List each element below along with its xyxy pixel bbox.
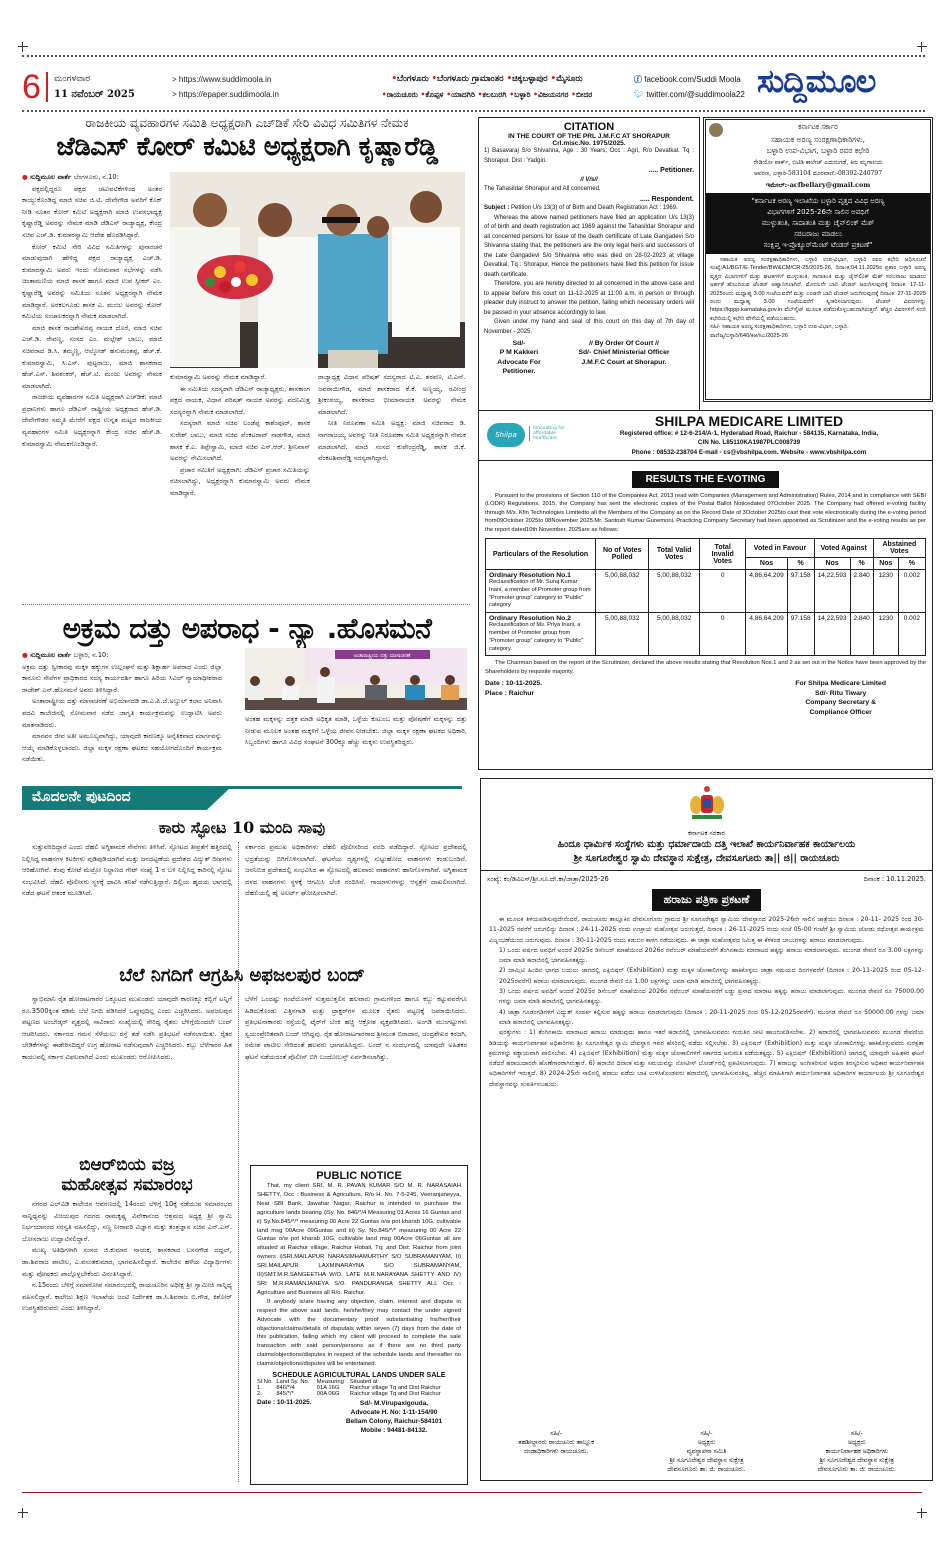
schedule-table: [257, 1379, 461, 1397]
byline: ● ಸುದ್ದಿಮೂಲ ವಾರ್ತೆ ಬಳ್ಳಾರಿ, ನ.10:: [22, 651, 109, 659]
col-header: Total Invalid Votes: [699, 539, 745, 570]
company-address: Registered office: # 12-6-214/A-1, Hyderabad Road, Raichur - 584135, Karnataka, India,: [619, 430, 879, 437]
paragraph: Therefore, you are hereby directed to all concerned in the above case and to appear before this court on 11-12-2025 at 11:00 a.m. in person or through pleader duly instruct to answer the petition, failing which necessary orders will be passed in your absence accordingly to law.: [484, 281, 694, 316]
paragraph: ನ.15ರಂದು ಬೆಳಿಗ್ಗೆ ಸಮಾರೋಪ ಸಮಾರಂಭದಲ್ಲಿ ರಾಯಚೂರಿನ ಅಧೀಕ್ಷ ಶ್ರೀ ಸ್ವಾಮೀಜಿ ಸಾನ್ನಿಧ್ಯ ವಹಿಸಲಿದ್ದಾರೆ. ಕಾಲೇಜು ಶಿಕ್ಷಣ ಇಲಾಖೆಯ ಜಂಟಿ ನಿರ್ದೇಶಕ ಡಾ.ಸಿ.ಶಿವರಾಜ ಬಿ.ಗೌಡ, ಕಿಶೋರ್ ಉಪಸ್ಥಿತರಿರುವರು ಎಂದು ತಿಳಿಸಿದ್ದಾರೆ.: [22, 1281, 232, 1313]
signatory: ಸಹಿ/- ತಹಶೀಲ್ದಾರರು ರಾಯಚೂರು ತಾಲ್ಲೂಕ ದಂಡಾಧಿಕಾರಿಗಳು ರಾಯಚೂರು.: [518, 1430, 594, 1455]
case-number: Crl.misc.No. 1975/2025.: [552, 140, 626, 147]
table-row: Ordinary Resolution No.2 Reclassification of Ms. Priya Inani, a member of Promoter group from "Promoter group" category to "Public" category. 5,00,88,032 5,00,88,032 0 4,86,64,209 97.158 14,22,593 2.840 1230 0.002: [486, 613, 926, 656]
paragraph: ಮುಖ್ಯ ಅತಿಥಿಗಳಾಗಿ ಸಂಸದ ಜಿ.ಕುಮಾರ ನಾಯಕ, ಶಾಸಕರಾದ ಬಸನಗೌಡ ದದ್ದಲ್, ಡಾ.ಶಿವರಾಜ ಪಾಟೀಲ, ಎ.ವಸಂತಕುಮಾರ, ಭಾಗವಹಿಸಲಿದ್ದಾರೆ. ಕಾಲೇಜಿನ ಹಳೆಯ ವಿದ್ಯಾರ್ಥಿಗಳು ಮತ್ತು ಪೋಷಕರು ಪಾಲ್ಗೊಳ್ಳಬೇಕೆಂದು ವಿನಂತಿಸಿದ್ದಾರೆ.: [22, 1246, 232, 1278]
paragraph: ಸದಸ್ಯರಾಗಿ ಮಾಜಿ ಸಚಿವ ಬಂಡೆಪ್ಪ ಕಾಶೆಂಪೂರ್, ಶಾಸಕ ಸುರೇಶ್ ಬಾಬು, ಮಾಜಿ ಸಚಿವ ವೆಂಕಟರಾವ್ ನಾಡಗೌಡ, ಮಾಜಿ ಶಾಸಕ ಕೆ.ಎ. ತಿಪ್ಪೇಸ್ವಾಮಿ, ಮಾಜಿ ಸಚಿವ ಎಸ್.ಆರ್. ಶ್ರೀನಿವಾಸ್ ಅವರನ್ನು ನೇಮಿಸಲಾಗಿದೆ.: [170, 419, 310, 463]
crop-mark: [917, 1508, 927, 1518]
story-column: [22, 650, 222, 766]
results-title: RESULTS THE E-VOTING: [632, 471, 780, 488]
paragraph: ಸ್ವಾಭಿಮಾನಿ ರೈತ ಹೋರಾಟಗಾರರ ಒಕ್ಕೂಟದ ಮುಖಂಡರು ಯಾವುದೇ ಕಾರಣಕ್ಕೂ ಕಬ್ಬಿಗೆ ಟನ್ನಿಗೆ ರೂ.3500ಕ್ಕಿಂತ ಕಡಿಮೆ ಬೆಲೆ ನಿಗದಿ ಪಡಿಸಿದರೆ ಒಪ್ಪುವುದಿಲ್ಲ ಎಂದು ಎಚ್ಚರಿಸಿದರು. ಅಫಜಲಪುರ ಪಟ್ಟಣದ ಅಂಬೇಡ್ಕರ್ ವೃತ್ತದಲ್ಲಿ ಸಾವಿರಾರು ಸಂಖ್ಯೆಯಲ್ಲಿ ಸೇರಿದ್ದ ರೈತರು ಬೆಳಿಗ್ಗೆಯಿಂದಲೇ ಬಂದ್ ಆಚರಿಸಿದರು. ಸರ್ಕಾರದ ಗಮನ ಸೆಳೆಯಲು ರಸ್ತೆ ತಡೆ ನಡೆಸಿ ಪ್ರತಿಭಟನೆ ನಡೆಸಲಾಯಿತು. ರೈತರ ಬೇಡಿಕೆಗಳನ್ನು ಈಡೇರಿಸದಿದ್ದರೆ ಉಗ್ರ ಹೋರಾಟ ನಡೆಸುವುದಾಗಿ ಎಚ್ಚರಿಸಿದರು. ಕಬ್ಬು ಬೆಳೆಗಾರರ ಹಿತ ಕಾಯುವಲ್ಲಿ ಸರ್ಕಾರ ವಿಫಲವಾಗಿದೆ ಎಂದು ಮುಖಂಡರು ಆರೋಪಿಸಿದರು.: [22, 995, 232, 1061]
col-header: No of Votes Polled: [596, 539, 649, 570]
karnataka-emblem-icon: [709, 123, 723, 137]
col-header: Land Sy. No.: [276, 1379, 310, 1386]
company-cin: CIN No. L85110KA1987PLC008739: [697, 439, 801, 446]
forest-tender-notice-ad: ಕರ್ನಾಟಕ ಸರ್ಕಾರ ಸಹಾಯಕ ಅರಣ್ಯ ಸಂರಕ್ಷಣಾಧಿಕಾರಿಗಳು, ಬಳ್ಳಾರಿ ಉಪ-ವಿಭಾಗ, ಬಳ್ಳಾರಿ ರವರ ಕಛೇರಿ ರೇಡಿಯೋ ಪಾರ್ಕ್, ಬಿಟಿಡಿ ಕಾಲೇಜ್ ಎದುರುಗಡೆ, ಕಿರು ಮೃಗಾಲಯ ಆವರಣ, ಬಳ್ಳಾರಿ-583104 ದೂರವಾಣಿ:-08392-240797 ಇಮೇಲ್:-acfbellary@gmail.com "ಕರ್ನಾಟಕ ಅರಣ್ಯ ಇಲಾಖೆಯ ಬಳ್ಳಾರಿ ವೃತ್ತದ ವಿವಿಧ ಅರಣ್ಯ ವಿಭಾಗಗಳಿಗೆ 2025-26ನೇ ಸಾಲಿನ ಅವಧಿಗೆ ಮುಳ್ಳುತಂತಿ, ಸಾದಾತಂತಿ ಮತ್ತು ಚೈನ್‌ಲಿಂಕ್ ಮೆಶ್ ಸರಬರಾಜು ಮಾಡಲು ಸಂಕ್ಷಿಪ್ತ ಇ-ಪ್ರೊಕ್ಯೂರ್‌ಮೆಂಟ್ ಟೆಂಡರ್ ಪ್ರಕಟಣೆ" ಸಹಾಯಕ ಅರಣ್ಯ ಸಂರಕ್ಷಣಾಧಿಕಾರಿಗಳು, ಬಳ್ಳಾರಿ ಉಪ-ವಿಭಾಗ, ಬಳ್ಳಾರಿ ರವರ ಕಛೇರಿ ಅಧಿಸೂಚನೆ ಸಂಖ್ಯೆ:A1/BGT/E-Tender/BW&CM/CR-25/2025-26, ದಿನಾಂಕ:04.11.2025ರ ಪ್ರಕಾರ ಬಳ್ಳಾರಿ ಅರಣ್ಯ ವೃತ್ತದ ವಿಭಾಗಗಳಿಗೆ ಮತ್ತು ಘಟಕಗಳಿಗೆ ಮುಳ್ಳುತಂತಿ, ಸಾದಾತಂತಿ ಮತ್ತು ಚೈನ್‌ಲಿಂಕ್ ಮೆಶ್ ಸರಬರಾಜು ಮಾಡಲು ಅರ್ಹತೆ ಹೊಂದಿರುವ ಟೆಂಡರ್ ಆಹ್ವಾನಿಸಲಾಗಿದೆ. ಮೊದಲನೇ ಬಾರಿ ಟೆಂಡರ್ ಜರುಗಿಸುವುದಕ್ಕೆ ದಿನಾಂಕ: 17-11-2025ರಂದು ಮಧ್ಯಾಹ್ನ 3.00 ಗಂಟೆಯವರೆಗೆ ಮತ್ತು ಎರಡನೇ ಬಾರಿ ಟೆಂಡರ್ ಜರುಗಿಸುವುದಕ್ಕೆ ದಿನಾಂಕ: 27-11-2025 ರಂದು ಮಧ್ಯಾಹ್ನ 3.00 ಗಂಟೆಯವರೆಗೆ ಸ್ವೀಕರಿಸಲಾಗುವುದು. ಟೆಂಡರ್ ವಿವರಗಳನ್ನು https://kppp.karnataka.gov.in ವೆಬ್‌ಸೈಟ್ ಮೂಲಕ ಪಡೆದುಕೊಳ್ಳಬಹುದಾಗಿರುತ್ತದೆ. ಹೆಚ್ಚಿನ ವಿವರಗಳಿಗೆ ಸದರಿ ಕಛೇರಿಯಲ್ಲಿ ಕಛೇರಿ ವೇಳೆಯಲ್ಲಿ ಪಡೆಯಬಹುದು. ಸಹಿ/- ಸಹಾಯಕ ಅರಣ್ಯ ಸಂರಕ್ಷಣಾಧಿಕಾರಿಗಳು, ಬಳ್ಳಾರಿ ಉಪ-ವಿಭಾಗ, ಬಳ್ಳಾರಿ. ವಾಣಿಜ್ಯ/ಬಳ್ಳಾರಿ/640/ಕಿಆ/ಸಿಎ/2025-26: [703, 117, 933, 402]
citation-body: 1) Basavaraj S/o Shivanna, Age : 30 Years, Occ : Agri, R/o Devatkal. Tq : Shorapur. Dist : Yadgiri. ..... Petitioner. // V/s// The Tahasildar Shorapur and All concerned. ..... Respondent. Subject : Petition U/s 13(3) of of Birth and Death Registration Act : 1969. Whereas the above named petitioners have filed an application U/s 13(3) of of birth and death registration act 1969 against the Tahasildar Shorapur and all concerned persons for issue of the death certificate of Late Gangadevi S/o Shivanna stating that, the petitioners are the only legal heirs and successors of the Late Gangadevi S/o Shivanna who was died on 28-02-2023 at village Devatkal, Tq : Shorapur, Hence the petitioners have filed this petition for issue death certificate. Therefore, you are hereby directed to all concerned in the above case and to appear before this court on 11-12-2025 at 11:00 a.m. in person or through pleader duly instruct to answer the petition, failing which necessary orders will be passed in your absence accordingly to law. Given under my hand and seal of this court on this day of 7th day of November - 2025.: [484, 147, 694, 337]
advocate-signature: Sd/- P M Kakkeri Advocate For Petitioner.: [497, 340, 541, 376]
paragraph: ರಾಜ್ಯಾಧ್ಯಕ್ಷ ವಿಧಾನ ಪರಿಷತ್ ಸದಸ್ಯರಾದ ಟಿ.ಎ. ಶರವಣ, ಟಿ.ಎನ್. ಜವರಾಯಿಗೌಡ, ಮಾಜಿ ಶಾಸಕರಾದ ಕೆ.ಕೆ. ಅಣ್ಣಯ್ಯ, ರವೀಂದ್ರ ಶ್ರೀಕಂಠಯ್ಯ, ಶಾಸಕರಾದ ಭೀಮಾನಾಯಕ ಅವರನ್ನು ನೇಮಕ ಮಾಡಲಾಗಿದೆ.: [318, 373, 466, 416]
byline-source: ಸುದ್ದಿಮೂಲ ವಾರ್ತೆ: [30, 173, 72, 181]
results-intro: Pursuant to the provisions of Section 110 of the Companies Act, 2013 read with Companies (Management and Administration) Rules, 2014 and in compliance with SEBI (LODR) Regulations, 2015, the Company has sent the electronic copies of the Postal Ballot Noticedated 07October 2025. The Company had offered e-voting facility through M/s. Kfin Technologies Limitedto all the Members of the Company as on the Record Date of 3October 2025to cast their vote electronically during the e-voting period from09October 2025to 08November 2025.Mr. Santosh Kumar Gunemoni, Practicing Company Secretary had been appointed as Scrutinizer and the e-voting results as per the report dated10th November, 2025are as follows:: [485, 493, 926, 533]
story-column: [22, 842, 232, 900]
tender-signature: ಸಹಿ/- ಸಹಾಯಕ ಅರಣ್ಯ ಸಂರಕ್ಷಣಾಧಿಕಾರಿಗಳು, ಬಳ್ಳಾರಿ ಉಪ-ವಿಭಾಗ, ಬಳ್ಳಾರಿ.: [710, 324, 849, 331]
tender-ref: ವಾಣಿಜ್ಯ/ಬಳ್ಳಾರಿ/640/ಕಿಆ/ಸಿಎ/2025-26: [710, 332, 788, 339]
evoting-results-table: Particulars of the Resolution No of Votes Polled Total Valid Votes Total Invalid Votes Voted in Favour Voted Against Abstained Votes Nos % Nos % Nos % Ordinary Resolution No.1 Reclassification of Mr. Suraj Kumar Inani, a member of Promoter group from "Promoter group" category to "Public" category 5,00,88,032 5,00,88,032 0 4,86,64,209 97.158 14,22,593 2.840 1230 0.002 Ordinary Resolution No.2 Reclassification of Ms. Priya Inani, a member of Promoter group from "Promoter group" category to "Public" category. 5,00,88,032 5,00,88,032 0 4,86,64,209 97.158 14,22,593 2.840 1230 0.002: [485, 538, 926, 656]
results-closing: The Chairman based on the report of the Scrutinizer, declared the above results stating that Resolution Nos.1 and 2 as set out in the Notice have been approved by the Shareholders by requisite majority.: [485, 660, 926, 675]
bottom-rule: [22, 1492, 922, 1493]
karnataka-emblem-icon: [688, 785, 726, 823]
photo-image: [170, 172, 465, 368]
col-header: Particulars of the Resolution: [486, 539, 596, 570]
story-headline: ಅಕ್ರಮ ದತ್ತು ಅಪರಾಧ - ನ್ಯಾ .ಹೊಸಮನೆ: [62, 612, 432, 645]
byline-place: ಬೆಂಗಳೂರು, ನ.10:: [73, 173, 119, 181]
story-photo-adoption-event: [245, 648, 467, 710]
citation-title: CITATION: [563, 121, 615, 133]
twitter-link[interactable]: twitter.com/@suddimoola22: [646, 90, 745, 99]
social-links: [634, 72, 745, 102]
resolution-cell: Ordinary Resolution No.1 Reclassification of Mr. Suraj Kumar Inani, a member of Promoter group from "Promoter group" category to "Public" category: [486, 570, 596, 613]
masthead-rule: [22, 110, 925, 112]
banner-rule: [202, 786, 462, 789]
story-column: [22, 172, 162, 450]
reference-number: ಸಂಖ್ಯೆ: ಕಂ/ಡಿವಿಎಸ್/ಶ್ರೀ.ಸೂ.ದೇ.ಕಾ/ಜಾತ್ರಾ/2025-26: [487, 875, 609, 883]
signatory: ಸಹಿ/- ಅಧ್ಯಕ್ಷರು ವ್ಯವಸ್ಥಾಪನಾ ಸಮಿತಿ ಶ್ರೀ ಸೂಗೂರೇಶ್ವರ ದೇವಸ್ಥಾನ ಸುಕ್ಷೇತ್ರ ದೇವಸೂಗೂರು ತಾ: ಜಿ: ರಾಯಚೂರು.: [667, 1430, 746, 1473]
city: ಕೊಪ್ಪಳ: [425, 90, 444, 99]
auction-notice-body: [481, 911, 932, 1094]
paragraph: ಪ್ರಚಾರ ಸಮಿತಿಗೆ ಅಧ್ಯಕ್ಷರಾಗಿ: ಜೆಡಿಎಸ್ ಪ್ರಚಾರ ಸಮಿತಿಯನ್ನು ರಚಿಸಲಾಗಿದ್ದು, ಅಧ್ಯಕ್ಷರನ್ನಾಗಿ ಕುಮಾರಸ್ವಾಮಿ ಅವರು ನೇಮಕ ಮಾಡಿದ್ದಾರೆ.: [170, 465, 310, 497]
website-links: [172, 72, 279, 102]
section-banner-from-front-page: [22, 786, 462, 810]
col-header: Abstained Votes: [873, 539, 925, 558]
tender-body: ಸಹಾಯಕ ಅರಣ್ಯ ಸಂರಕ್ಷಣಾಧಿಕಾರಿಗಳು, ಬಳ್ಳಾರಿ ಉಪ-ವಿಭಾಗ, ಬಳ್ಳಾರಿ ರವರ ಕಛೇರಿ ಅಧಿಸೂಚನೆ ಸಂಖ್ಯೆ:A1/BGT/E-Tender/BW&CM/CR-25/2025-26, ದಿನಾಂಕ:04.11.2025ರ ಪ್ರಕಾರ ಬಳ್ಳಾರಿ ಅರಣ್ಯ ವೃತ್ತದ ವಿಭಾಗಗಳಿಗೆ ಮತ್ತು ಘಟಕಗಳಿಗೆ ಮುಳ್ಳುತಂತಿ, ಸಾದಾತಂತಿ ಮತ್ತು ಚೈನ್‌ಲಿಂಕ್ ಮೆಶ್ ಸರಬರಾಜು ಮಾಡಲು ಅರ್ಹತೆ ಹೊಂದಿರುವ ಟೆಂಡರ್ ಆಹ್ವಾನಿಸಲಾಗಿದೆ. ಮೊದಲನೇ ಬಾರಿ ಟೆಂಡರ್ ಜರುಗಿಸುವುದಕ್ಕೆ ದಿನಾಂಕ: 17-11-2025ರಂದು ಮಧ್ಯಾಹ್ನ 3.00 ಗಂಟೆಯವರೆಗೆ ಮತ್ತು ಎರಡನೇ ಬಾರಿ ಟೆಂಡರ್ ಜರುಗಿಸುವುದಕ್ಕೆ ದಿನಾಂಕ: 27-11-2025 ರಂದು ಮಧ್ಯಾಹ್ನ 3.00 ಗಂಟೆಯವರೆಗೆ ಸ್ವೀಕರಿಸಲಾಗುವುದು. ಟೆಂಡರ್ ವಿವರಗಳನ್ನು https://kppp.karnataka.gov.in ವೆಬ್‌ಸೈಟ್ ಮೂಲಕ ಪಡೆದುಕೊಳ್ಳಬಹುದಾಗಿರುತ್ತದೆ. ಹೆಚ್ಚಿನ ವಿವರಗಳಿಗೆ ಸದರಿ ಕಛೇರಿಯಲ್ಲಿ ಕಛೇರಿ ವೇಳೆಯಲ್ಲಿ ಪಡೆಯಬಹುದು.: [710, 257, 926, 322]
city: ಚಿಕ್ಕಬಳ್ಳಾಪುರ: [512, 74, 548, 84]
city: ಬಳ್ಳಾರಿ: [514, 90, 531, 99]
paragraph: ಅಂತಹ ಮಕ್ಕಳನ್ನು ದತ್ತಕ ಮಾಡಿ ಅಧಿಕೃತ ಮಾಡಿ, ಒಳ್ಳೆಯ ಕುಟುಂಬ ಮತ್ತು ಪೋಷಣೆಗೆ ಮಕ್ಕಳನ್ನು ದತ್ತು ನೀಡುವ ಮೂಲಕ ಅಂತಹ ಮಕ್ಕಳಿಗೆ ಒಳ್ಳೆಯ ಜೀವನ ನೀಡಬೇಕು. ಜಿಲ್ಲಾ ಮಕ್ಕಳ ರಕ್ಷಣಾ ಘಟಕದ ಅಧಿಕಾರಿ, ಸಿಬ್ಬಂದಿಗಳು ಹಾಗೂ ವಿವಿಧ ಸಂಘಟನೆ 300ಕ್ಕೂ ಹೆಚ್ಚು ಮಕ್ಕಳು ಉಪಸ್ಥಿತರಿದ್ದರು.: [245, 715, 467, 747]
auction-item: 2) ದಾಮ್ಸಿಟಿ ಹಿಂದಿನ ಭಾಗದ ಬಯಲು ಜಾಗದಲ್ಲಿ ಎಕ್ಸಿಬಿಷನ್ (Exhibiition) ಮತ್ತು ಮಕ್ಕಳ ಜೋಕಾಲಿಗಳನ್ನು ಹಾಕಿಕೊಳ್ಳಲು ಜಾತ್ರಾ ಸಮಯದ ದಿನಗಳವರೆಗೆ (ದಿನಾಂಕ : 20-11-2025 ರಿಂದ 05-12-2025ರವರೆಗೆ) ಹರಾಜು ಮಾಡಲಾಗುವುದು. ಮುಂಗಡ ಠೇವಣಿ ರೂ 1.00 ಲಕ್ಷಗಳನ್ನು ಜಮಾ ಮಾಡಿ ಹರಾಜಿನಲ್ಲಿ ಭಾಗವಹಿಸತಕ್ಕದ್ದು.: [499, 967, 924, 985]
city: ಬೆಂಗಳೂರು ಗ್ರಾಮಾಂತರ: [437, 74, 504, 84]
paragraph: ಮಾನವನ ಜೀವ ಅತೀ ಅಮೂಲ್ಯವಾಗಿದ್ದು, ಯಾವುದೇ ಕಾರಣಕ್ಕೂ ಅನೈತಿಕವಾದ ಮಾರ್ಗವನ್ನು ಆಯ್ಕೆ ಮಾಡಿಕೊಳ್ಳಬಾರದು. ಜಿಲ್ಲಾ ಮಕ್ಕಳ ರಕ್ಷಣಾ ಘಟಕದ ಸಹಯೋಗದೊಂದಿಗೆ ಕಾರ್ಯಕ್ರಮ ನಡೆಯಿತು.: [22, 732, 222, 764]
paragraph: ಕುಮಾರಸ್ವಾಮಿ ಅವರನ್ನು ನೇಮಕ ಮಾಡಿದ್ದಾರೆ.: [170, 373, 267, 381]
company-signature: For Shilpa Medicare Limited Sd/- Ritu Tiwary Company Secretary & Compliance Officer: [795, 680, 886, 716]
notice-title: PUBLIC NOTICE: [316, 1170, 402, 1182]
city: ಯಾದಗಿರಿ: [451, 90, 475, 99]
city: ರಾಯಚೂರು: [386, 90, 418, 99]
story-headline: ಬೆಲೆ ನಿಗದಿಗೆ ಆಗ್ರಹಿಸಿ ಅಫಜಲಪುರ ಬಂದ್: [119, 965, 365, 986]
paragraph: ಅಕ್ರಮ ದತ್ತು ಸ್ವೀಕಾರವು ಮಕ್ಕಳ ಹಕ್ಕುಗಳ ಉಲ್ಲಂಘನೆ ಮತ್ತು ಶಿಕ್ಷಾರ್ಹ ಅಪರಾಧ ಎಂದು ಜಿಲ್ಲಾ ಕಾನೂನು ಸೇವೆಗಳ ಪ್ರಾಧಿಕಾರದ ಸದಸ್ಯ ಕಾರ್ಯದರ್ಶಿ ಹಾಗೂ ಹಿರಿಯ ಸಿವಿಲ್ ನ್ಯಾಯಾಧೀಶರಾದ ರಾಜೇಶ್ ಎನ್.ಹೊಸಮನೆ ಅವರು ತಿಳಿಸಿದ್ದಾರೆ.: [22, 662, 222, 694]
story-column: [318, 372, 466, 465]
respondent: The Tahasildar Shorapur and All concerned.: [484, 186, 601, 192]
story-kicker: ರಾಜಕೀಯ ವ್ಯವಹಾರಗಳ ಸಮಿತಿ ಅಧ್ಯಕ್ಷರಾಗಿ ಎಚ್‌ಡಿಕೆ ಸೇರಿ ವಿವಿಧ ಸಮಿತಿಗಳ ನೇಮಕ: [85, 116, 409, 130]
website-link[interactable]: > https://www.suddimoola.in: [172, 75, 272, 84]
schedule-title: SCHEDULE AGRICULTURAL LANDS UNDER SALE: [272, 1370, 446, 1380]
city: ಮೈಸೂರು: [556, 74, 583, 84]
col-header: Sl No.: [257, 1379, 273, 1386]
byline-source: ಸುದ್ದಿಮೂಲ ವಾರ್ತೆ: [30, 651, 72, 659]
photo-image: [245, 648, 467, 710]
column-rule: [238, 842, 239, 1482]
company-contact: Phone : 08532-238704 E-mail - cs@vbshilpa.com. Website - www.vbshilpa.com: [631, 449, 867, 456]
paragraph: ಮಾಜಿ ಶಾಸಕ ರಾಜಶೇಖರಪ್ಪ ನಾಯಕ ದೊರೆ, ಮಾಜಿ ಸಚಿವ ಎಚ್.ಡಿ. ರೇವಣ್ಣ, ಸಂಸದ ಎಂ. ಮಲ್ಲೇಶ್ ಬಾಬು, ಮಾಜಿ ಸಚಿವರಾದ ಡಿ.ಸಿ. ತಮ್ಮಣ್ಣ, ಆಲ್ಕೋಡ್ ಹನುಮಂತಪ್ಪ, ಹೆಚ್.ಕೆ. ಕುಮಾರಸ್ವಾಮಿ, ಸಿ.ಎಸ್. ಪುಟ್ಟರಾಜು, ಮಾಜಿ ಶಾಸಕರಾದ ಹೆಚ್.ಎಸ್. ಶಿವಶಂಕರ್, ಹೆಚ್.ಟಿ. ಮಂಜು ಅವರನ್ನು ನೇಮಕ ಮಾಡಲಾಗಿದೆ.: [22, 323, 162, 390]
paragraph: ನಗರದ ಎಲ್‌ವಿಡಿ ಕಾಲೇಜಿನ ಆವರಣದಲ್ಲಿ 14ರಂದು ಬೆಳಿಗ್ಗೆ 10ಕ್ಕೆ ನಡೆಯುವ ಸಮಾರಂಭದ ಸಾನ್ನಿಧ್ಯವನ್ನು ವಿಜಯಪುರ ಗದಗದ ರಾಮಕೃಷ್ಣ ವಿವೇಕಾನಂದ ಆಶ್ರಮದ ಅಧ್ಯಕ್ಷ ಶ್ರೀ ಸ್ವಾಮಿ ನಿರ್ಭಯಾನಂದ ಸರಸ್ವತಿ ವಹಿಸಲಿದ್ದು, ಸಣ್ಣ ನೀರಾವರಿ ವಿಜ್ಞಾನ ಮತ್ತು ತಂತ್ರಜ್ಞಾನ ಸಚಿವ ಎನ್.ಎಸ್. ಬೋಸರಾಜು ಉದ್ಘಾಟಿಸಲಿದ್ದಾರೆ.: [22, 1200, 232, 1243]
shilpa-header: [479, 411, 932, 461]
govt-label: ಕರ್ನಾಟಕ ಸರ್ಕಾರ: [798, 123, 838, 131]
col-header: Voted Against: [814, 539, 873, 558]
col-header: Total Valid Votes: [649, 539, 700, 570]
temple-name: ಶ್ರೀ ಸೂಗೂರೇಶ್ವರ ಸ್ವಾಮಿ ದೇವಸ್ಥಾನ ಸುಕ್ಷೇತ್ರ, ದೇವಸೂಗೂರು ತಾ|| ಜಿ|| ರಾಯಚೂರು: [573, 853, 840, 864]
paragraph: Whereas the above named petitioners have filed an application U/s 13(3) of of birth and death registration act 1969 against the Tahasildar Shorapur and all concerned persons for issue of the death certificate of Late Gangadevi S/o Shivanna stating that, the petitioners are the only legal heirs and successors of the Late Gangadevi S/o Shivanna who was died on 28-02-2023 at village Devatkal, Tq : Shorapur, Hence the petitioners have filed this petition for issue death certificate.: [484, 214, 694, 278]
page-number: 6: [22, 68, 41, 106]
court-name: IN THE COURT OF THE PRL J.M.F.C AT SHORAPUR: [508, 133, 670, 140]
paragraph: Given under my hand and seal of this court on this day of 7th day of November - 2025.: [484, 319, 694, 335]
epaper-link[interactable]: > https://epaper.suddimoola.in: [172, 90, 279, 99]
crop-mark: [18, 42, 28, 52]
tender-banner: "ಕರ್ನಾಟಕ ಅರಣ್ಯ ಇಲಾಖೆಯ ಬಳ್ಳಾರಿ ವೃತ್ತದ ವಿವಿಧ ಅರಣ್ಯ ವಿಭಾಗಗಳಿಗೆ 2025-26ನೇ ಸಾಲಿನ ಅವಧಿಗೆ ಮುಳ್ಳುತಂತಿ, ಸಾದಾತಂತಿ ಮತ್ತು ಚೈನ್‌ಲಿಂಕ್ ಮೆಶ್ ಸರಬರಾಜು ಮಾಡಲು ಸಂಕ್ಷಿಪ್ತ ಇ-ಪ್ರೊಕ್ಯೂರ್‌ಮೆಂಟ್ ಟೆಂಡರ್ ಪ್ರಕಟಣೆ": [706, 193, 930, 254]
paragraph: ಈ ಸಮಿತಿಯ ಸದಸ್ಯರಾಗಿ ಜೆಡಿಎಸ್ ರಾಜ್ಯಾಧ್ಯಕ್ಷರು, ಶಾಸಕಾಂಗ ಪಕ್ಷದ ನಾಯಕ, ವಿಧಾನ ಪರಿಷತ್ ನಾಯಕ ಅವರನ್ನು ಪದನಿಮಿತ್ತ ಸದಸ್ಯರನ್ನಾಗಿ ನೇಮಕ ಮಾಡಲಾಗಿದೆ.: [170, 384, 310, 416]
temple-auction-notice-ad: [480, 778, 933, 1481]
section-banner-label: ಮೊದಲನೇ ಪುಟದಿಂದ: [32, 789, 131, 805]
edition-cities: [322, 71, 652, 103]
paragraph: ರಾಜಕೀಯ ವ್ಯವಹಾರಗಳ ಸಮಿತಿ ಅಧ್ಯಕ್ಷರಾಗಿ ಎಚ್‌ಡಿಕೆ: ಮಾಜಿ ಪ್ರಧಾನಿಗಳು ಹಾಗೂ ಜೆಡಿಎಸ್ ರಾಷ್ಟ್ರೀಯ ಅಧ್ಯಕ್ಷರಾದ ಹೆಚ್.ಡಿ. ದೇವೇಗೌಡರ ಸಮ್ಮತಿ ಮೇರೆಗೆ ಪಕ್ಷದ ಉನ್ನತ ಮಟ್ಟದ ರಾಜಕೀಯ ವ್ಯವಹಾರಗಳ ಸಮಿತಿ ಅಧ್ಯಕ್ಷರನ್ನಾಗಿ ಕೇಂದ್ರ ಸಚಿವ ಹೆಚ್.ಡಿ. ಕುಮಾರಸ್ವಾಮಿ ನೇಮಕಗೊಂಡಿದ್ದಾರೆ.: [22, 393, 162, 448]
city: ಕಲಬುರಗಿ: [482, 90, 507, 99]
facebook-link[interactable]: facebook.com/Suddi Moola: [644, 75, 741, 84]
shilpa-tagline: Innovating for affordable healthcare: [529, 426, 569, 441]
auction-item: 3) ಒಂದು ವರ್ಷದ ಅವಧಿಗೆ ಅಂದರೆ 2025ರ ಡಿಸೆಂಬರ್ ಮಾಹೆಯಿಂದ 2026ರ ನವೆಂಬರ್ ಮಾಹೆಯವರೆಗೆ ಲಡ್ಡು ಪ್ರಸಾದ ಮಾರಾಟ ಹಕ್ಕನ್ನು ಹರಾಜು ಮಾಡಲಾಗುವುದು. ಮುಂಗಡ ಠೇವಣಿ ರೂ 75000.00 ಗಳನ್ನು ಜಮಾ ಮಾಡಿ ಹರಾಜಿನಲ್ಲಿ ಭಾಗವಹಿಸತಕ್ಕದ್ದು.: [499, 988, 924, 1006]
results-date-place: Date : 10-11-2025. Place : Raichur: [485, 680, 543, 697]
signatory: ಸಹಿ/- ಅಧ್ಯಕ್ಷರು ಕಾರ್ಯನಿರ್ವಾಹಕ ಅಧಿಕಾರಿಗಳು ಶ್ರೀ ಸೂಗೂರೇಶ್ವರ ದೇವಸ್ಥಾನ ಸುಕ್ಷೇತ್ರ ದೇವಸೂಗೂರು ತಾ: ಜಿ: ರಾಯಚೂರು.: [817, 1430, 896, 1473]
story-column: [245, 842, 467, 900]
story-divider: [22, 604, 470, 605]
paragraph: That, my client SRI. M. R. PAVAN KUMAR S/O M. R. NARASAIAH SHETTY, Occ : Business & Agriculture, R/o H. No. 7-5-245, Veeranjaneyya, Near SBI Bank, Jawahar Nagar, Raichur is intended to purchase the agriculture lands bearing i)Sy. No. 846/*/4 Measuring 01 Acres 16 Guntas and ii) Sy.No.845/*/* measuring 00 Acre 22 Guntas o/w pot kharab 10G, cultivable land msg 00Acre 09Guntas and iii) Sy. No.845/*/* measuring 00 Acre 22 Guntas o/w pot kharab 10G, cultivable land msg 00Acre 06Guntas all are situated at Raichur village, Raichur Hobali, Tq: and Dist: Raichur from joint owners i)SRI.MAILAPUR NARASIMHAMURTHY S/O SUBRAMANYAM, II) SRI.MAILAPUR LAXMINARAYNA S/O SUBRAMANYAM, III)SMT.M.R.SANGEETHA W/O. LATE M.R.NARAYANA SHETTY AND IV) SRI M.R.RAMANJANEYA S/O. PANDURANGA SHETTY ALL Occ : Agriculture and Business all R/o. Raichur.: [257, 1183, 461, 1296]
story-headline: ಕಾರು ಸ್ಫೋಟ 10 ಮಂದಿ ಸಾವು: [158, 818, 326, 837]
table-row: 2. 845/*/* 00A 06G Raichur village Tq and Dist Raichur: [257, 1391, 441, 1398]
auction-item: 4) ಜಾತ್ರಾ ಗೂಡಂಗಡಿಗಳಿಗೆ ವಿದ್ಯುತ್ ಸಂಪರ್ಕ ಕಲ್ಪಿಸುವ ಹಕ್ಕನ್ನು ಹರಾಜು ಮಾಡಲಾಗುವುದು (ದಿನಾಂಕ : 20-11-2025 ರಿಂದ 05-12-2025ರವರೆಗೆ). ಮುಂಗಡ ಠೇವಣಿ ರೂ 50000.00 ಗಳನ್ನು ಜಮಾ ಮಾಡಿ ಹರಾಜಿನಲ್ಲಿ ಭಾಗವಹಿಸತಕ್ಕದ್ದು.: [499, 1008, 924, 1026]
cities-row-2: •ರಾಯಚೂರು •ಕೊಪ್ಪಳ •ಯಾದಗಿರಿ •ಕಲಬುರಗಿ •ಬಳ್ಳಾರಿ •ವಿಜಯನಗರ •ಬೀದರ: [381, 90, 593, 99]
paragraph: ಕೋರ್ ಕಮಿಟಿ ಸೇರಿ ವಿವಿಧ ಸಮಿತಿಗಳನ್ನು ಪುನಾರಚನೆ ಮಾಡುವುದಾಗಿ ಹೇಳಿದ್ದ ಪಕ್ಷದ ರಾಜ್ಯಾಧ್ಯಕ್ಷ ಎಚ್.ಡಿ. ಕುಮಾರಸ್ವಾಮಿ ಅವರು ಇಂದು ಸೋಮವಾರ ಸಭೆಗಳನ್ನು ನಡೆಸಿ ಚಿಂತಾಮಣಿಯ ಮಾಜಿ ಶಾಸಕ ಹಾಗೂ ಮಾಜಿ ಉಪ ಸ್ಪೀಕರ್ ಎಂ. ಕೃಷ್ಣಾರೆಡ್ಡಿ ಅವರನ್ನು ಸಮಿತಿಯ ನೂತನ ಅಧ್ಯಕ್ಷರನ್ನಾಗಿ ನೇಮಕ ಮಾಡಿದ್ದಾರೆ. ಅರಕಲಗೂಡು ಶಾಸಕ ಎ. ಮಂಜು ಅವರನ್ನು ಕೋರ್ ಕಮಿಟಿಯ ಸಂಚಾಲಕರನ್ನಾಗಿ ನೇಮಕ ಮಾಡಲಾಗಿದೆ.: [22, 242, 162, 321]
story-jds-core-committee: [22, 116, 472, 163]
public-notice-ad: [250, 1165, 468, 1485]
table-row: 1. 846/*/4 01A 16G Raichur village Tq and Dist Raichur: [257, 1385, 441, 1392]
story-brb-celebration: [22, 1155, 232, 1315]
story-column: [22, 994, 232, 1064]
city: ಬೆಂಗಳೂರು: [396, 74, 429, 84]
table-row: Ordinary Resolution No.1 Reclassification of Mr. Suraj Kumar Inani, a member of Promoter group from "Promoter group" category to "Public" category 5,00,88,032 5,00,88,032 0 4,86,64,209 97.158 14,22,593 2.840 1230 0.002: [486, 570, 926, 613]
advocate-signature: Sd/- M.Virupaxigouda, Advocate H. No: 1-11-154/90 Bellam Colony, Raichur-584101 Mobile : 94481-84132.: [345, 1400, 443, 1435]
resolution-cell: Ordinary Resolution No.2 Reclassification of Ms. Priya Inani, a member of Promoter group from "Promoter group" category to "Public" category.: [486, 613, 596, 656]
shilpa-logo: Shilpa: [487, 423, 525, 447]
photo-banner-text: ಅಂತಾರಾಷ್ಟ್ರೀಯ ದತ್ತು ಮಾಸಾಚರಣೆ: [353, 653, 411, 659]
page-number-divider: [46, 72, 48, 102]
twitter-icon: 🐦︎: [634, 90, 645, 99]
paragraph: ಸುತ್ತುವರಿದಿದ್ದಾರೆ ಎಂದು ದೆಹಲಿ ಅಗ್ನಿಶಾಮಕ ಸೇವೆಗಳು ತಿಳಿಸಿವೆ. ಸ್ಫೋಟದ ತೀವ್ರತೆಗೆ ಹತ್ತಿರದಲ್ಲಿ ನಿಲ್ಲಿಸಿದ್ದ ವಾಹನಗಳ ಕಿಟಕಿಗಳು ಪುಡಿಪುಡಿಯಾಗಿವೆ ಮತ್ತು ಜನದಟ್ಟಣೆಯ ಪ್ರದೇಶದ ವಿದ್ಯುತ್ ದೀಪಗಳು ಆರಿಹೋಗಿವೆ. ಕೆಂಪು ಕೋಟೆ ಮೆಟ್ರೋ ನಿಲ್ದಾಣದ ಗೇಟ್ ಸಂಖ್ಯೆ 1 ರ ಬಳಿ ನಿಲ್ಲಿಸಿದ್ದ ಕಾರಿನಲ್ಲಿ ಸ್ಫೋಟ ಸಂಭವಿಸಿದೆ. ದೆಹಲಿ ಪೊಲೀಸರು ಸ್ಥಳಕ್ಕೆ ಧಾವಿಸಿ ತನಿಖೆ ನಡೆಸುತ್ತಿದ್ದಾರೆ. ದಿಲ್ಲಿಯ ಹೃದಯ ಭಾಗದಲ್ಲಿ ನಡೆದ ಘಟನೆ ಆತಂಕ ಮೂಡಿಸಿದೆ.: [22, 843, 232, 898]
col-header: Situated at: [349, 1379, 378, 1386]
court-signature: // By Order Of Court // Sd/- Chief Ministerial Officer J.M.F.C Court at Shorapur.: [578, 340, 670, 366]
byline: ● ಸುದ್ದಿಮೂಲ ವಾರ್ತೆ ಬೆಂಗಳೂರು, ನ.10:: [22, 173, 119, 181]
crop-mark: [917, 42, 927, 52]
story-headline-line-2: ಮಹೋತ್ಸವ ಸಮಾರಂಭ: [61, 1175, 193, 1195]
paragraph: If anybody is/are having any objection, claim, interest and dispute in respect the above said lands, he/she/they may contact the under signed Advocate with the documentary proof substantiating his/her/their objections/claims/details of disputals within seven (7) days from the date of this publication, failing which my client will proceed to complete the sale transaction with said person/persons as if there are no third party claims/objections/disputes in respect of the schedule lands and thereafter no claims/objections/disputes will be entertained.: [257, 1298, 461, 1368]
col-header: Measuring: [316, 1379, 344, 1386]
story-column: [245, 994, 467, 1064]
notice-date: ದಿನಾಂಕ : 10.11.2025.: [863, 875, 926, 883]
auction-item: 1) ಒಂದು ವರ್ಷದ ಅವಧಿಗೆ ಅಂದರೆ 2025ರ ಡಿಸೆಂಬರ್ ಮಾಹೆಯಿಂದ 2026ರ ನವೆಂಬರ್ ಮಾಹೆಯವರೆಗೆ ತೆಂಗಿನಕಾಯಿ ಮಾರಾಟದ ಹಕ್ಕನ್ನು ಹರಾಜು ಮಾಡಲಾಗುವುದು. ಮುಂಗಡ ಠೇವಣಿ ರೂ 3.00 ಲಕ್ಷಗಳನ್ನು ಜಮಾ ಮಾಡಿ ಹರಾಜಿನಲ್ಲಿ ಭಾಗವಹಿಸತಕ್ಕದ್ದು.: [499, 946, 924, 965]
auction-notice-title: ಹರಾಜು ಪತ್ರಿಕಾ ಪ್ರಕಟಣೆ: [652, 889, 762, 911]
byline-place: ಬಳ್ಳಾರಿ, ನ.10:: [73, 651, 109, 659]
weekday: ಮಂಗಳವಾರ: [54, 74, 91, 84]
story-column: [170, 372, 310, 500]
story-headline: ಜೆಡಿಎಸ್ ಕೋರ್ ಕಮಿಟಿ ಅಧ್ಯಕ್ಷರಾಗಿ ಕೃಷ್ಣಾರೆಡ್ಡಿ: [56, 132, 438, 162]
paragraph: ಈ ಮೂಲಕ ತಿಳಿಯಪಡಿಸುವುದೇನೆಂದರೆ, ರಾಯಚೂರು ತಾಲ್ಲೂಕಿನ ದೇವಸೂಗೂರು ಗ್ರಾಮದ ಶ್ರೀ ಸೂಗೂರೇಶ್ವರ ಸ್ವಾಮಿಯ ದೇವಸ್ಥಾನದ 2025-26ನೇ ಸಾಲಿನ ಜಾತ್ರೆಯು ದಿನಾಂಕ : 20-11- 2025 ರಿಂದ 30-11-2025 ರವರೆಗೆ ಜರುಗಲಿದ್ದು ದಿನಾಂಕ : 24-11-2025 ರಂದು ಉಚ್ಛಾಯ ಮಹೋತ್ಸವ ಜರುಗುತ್ತದೆ, ದಿನಾಂಕ : 26-11-2025 ರಂದು ಸಂಜೆ 05-00 ಗಂಟೆಗೆ ಶ್ರೀ ಸ್ವಾಮಿಯ ಜೋಡು ರಥೋತ್ಸವ ಕಾರ್ಯಕ್ರಮ ವಿಜೃಂಭಣೆಯಿಂದ ಜರುಗುವುದು. ದಿನಾಂಕ : 30-11-2025 ರಂದು ಕಡುಬಿನ ಕಾಳಗ ನಡೆಯುವುದು. ಈ ಜಾತ್ರಾ ಮಹೋತ್ಸವದ ನಿಮಿತ್ತ ಈ ಕೆಳಕಂಡ ಬಾಬುಗಳನ್ನು ಹರಾಜು ಮಾಡಲಾಗುವುದು.: [489, 916, 924, 944]
masthead: [22, 62, 927, 106]
petitioner: 1) Basavaraj S/o Shivanna, Age : 30 Years, Occ : Agri, R/o Devatkal. Tq : Shorapur. Dist : Yadgiri.: [484, 148, 694, 164]
notice-date: Date : 10-11-2025.: [257, 1399, 312, 1407]
shilpa-evoting-results-ad: [478, 410, 933, 770]
top-rule: [22, 55, 925, 57]
paragraph: ಅಂತಾರಾಷ್ಟ್ರೀಯ ದತ್ತು ಮಾಸಾಚರಣೆ ಅಭಿಯಾನದಡಿ ಡಾ.ಎ.ಪಿ.ಜೆ.ಅಬ್ದುಲ್ ಕಲಾಂ ಅನಿವಾಸಿ ಪದವಿ ಕಾಲೇಜಿನಲ್ಲಿ ಸೋಮವಾರ ನಡೆದ ಜಾಗೃತಿ ಕಾರ್ಯಕ್ರಮವನ್ನು ಉದ್ಘಾಟಿಸಿ ಅವರು ಮಾತನಾಡಿದರು.: [22, 697, 223, 729]
paragraph: ಸರ್ಕಾರದ ಪ್ರಮುಖ ಅಧಿಕಾರಿಗಳು ದೆಹಲಿ ಪೊಲೀಸರಿಂದ ವರದಿ ಪಡೆದಿದ್ದಾರೆ. ಸ್ಫೋಟದ ಪ್ರದೇಶದಲ್ಲಿ ಭದ್ರತೆಯನ್ನು ಬಿಗಿಗೊಳಿಸಲಾಗಿದೆ. ಘಟನೆಯ ದೃಶ್ಯಗಳಲ್ಲಿ ಸುಟ್ಟುಹೋದ ವಾಹನಗಳು ಕಂಡುಬಂದಿವೆ. ಜನನಿಬಿಡ ಪ್ರದೇಶದಲ್ಲಿ ಸಂಭವಿಸಿದ ಈ ಸ್ಫೋಟದಲ್ಲಿ ಹಲವಾರು ವಾಹನಗಳು ಹಾನಿಗೊಳಗಾಗಿವೆ. ಅಗ್ನಿಶಾಮಕ ದಳದ ವಾಹನಗಳು ಸ್ಥಳಕ್ಕೆ ಆಗಮಿಸಿ ಬೆಂಕಿ ನಂದಿಸಿವೆ. ಗಾಯಾಳುಗಳನ್ನು ಆಸ್ಪತ್ರೆಗೆ ದಾಖಲಿಸಲಾಗಿದೆ. ದೆಹಲಿಯಲ್ಲಿ ಹೈ ಅಲರ್ಟ್ ಘೋಷಿಸಲಾಗಿದೆ.: [245, 843, 467, 898]
date: 11 ನವೆಂಬರ್ 2025: [54, 89, 135, 100]
city: ವಿಜಯನಗರ: [538, 90, 569, 99]
crop-mark: [18, 1508, 28, 1518]
col-header: Voted in Favour: [746, 539, 814, 558]
story-column: [245, 714, 467, 749]
newspaper-logo: ಸುದ್ದಿಮೂಲ: [757, 62, 876, 100]
facebook-icon: ⓕ: [634, 75, 642, 84]
story-headline-line-1: ಬಿಆರ್‌ಬಿಯ ವಜ್ರ: [79, 1155, 175, 1175]
story-column: [22, 1199, 232, 1315]
auction-conditions: ಷರತ್ತುಗಳು : 1) ತೆಂಗಿನಕಾಯಿ ಮಾರಾಟದ ಹರಾಜು ಮಾಡುವುದು ಹಾಗೂ ಇತರೆ ಹರಾಜಿನಲ್ಲಿ ಭಾಗವಹಿಸುವವರು ಗುರುತಿನ ಚೀಟಿ ಹಾಜರುಪಡಿಸಬೇಕು. 2) ಹರಾಜಿನಲ್ಲಿ ಭಾಗವಹಿಸುವವರು ಮುಂಗಡ ಠೇವಣಿಯ ಡಿಡಿಯನ್ನು ಕಾರ್ಯನಿರ್ವಾಹಕ ಅಧಿಕಾರಿಗಳು ಶ್ರೀ ಸೂಗೂರೇಶ್ವರ ಸ್ವಾಮಿ ದೇವಸ್ಥಾನ ಇವರ ಹೆಸರಿನಲ್ಲಿ ಪಡೆದು ಸಲ್ಲಿಸಬೇಕು. 3) ಎಕ್ಸಿಬಿಷನ್ (Exhibiition) ಮತ್ತು ಮಕ್ಕಳ ಜೋಕಾಲಿಗಳನ್ನು ಹಾಕಿಕೊಳ್ಳುವವರು ಸುರಕ್ಷತಾ ಕ್ರಮಗಳನ್ನು ಕಡ್ಡಾಯವಾಗಿ ಪಾಲಿಸಬೇಕು. 4) ಎಕ್ಸಿಬಿಷನ್ (Exhibiition) ಮತ್ತು ಮಕ್ಕಳ ಜೋಕಾಲಿಗಳಿಗೆ ಸರ್ಕಾರದ ಅನುಮತಿ ಪಡೆಯತಕ್ಕದ್ದು. 5) ಎಕ್ಸಿಬಿಷನ್ (Exhibiition) ಜಾಗದಲ್ಲಿ ಯಾವುದೇ ಅಹಿತಕರ ಘಟನೆ ನಡೆದರೆ ಹರಾಜುದಾರರೇ ಹೊಣೆಗಾರರಾಗಿರುತ್ತಾರೆ. 6) ಹರಾಜಿನ ದಿನಾಂಕ ಮತ್ತು ಸಮಯವನ್ನು ನೋಟೀಸ್ ಬೋರ್ಡ್‌ನಲ್ಲಿ ಪ್ರಕಟಿಸಲಾಗುವುದು. 7) ಹರಾಜನ್ನು ಅಂಗೀಕರಿಸುವ ಅಥವಾ ತಿರಸ್ಕರಿಸುವ ಅಧಿಕಾರ ಕಾರ್ಯನಿರ್ವಾಹಕ ಅಧಿಕಾರಿಗಳಿಗೆ ಇರುತ್ತದೆ. 8) 2024-25ನೇ ಸಾಲಿನಲ್ಲಿ ಹರಾಜು ಪಡೆದು ಬಾಕಿ ಉಳಿಸಿಕೊಂಡವರು ಹರಾಜಿನಲ್ಲಿ ಭಾಗವಹಿಸುವಂತಿಲ್ಲ. ಹೆಚ್ಚಿನ ಮಾಹಿತಿಗಾಗಿ ಕಾರ್ಯನಿರ್ವಾಹಕ ಅಧಿಕಾರಿಗಳ ಕಾರ್ಯಾಲಯ ಶ್ರೀ ಸೂಗೂರೇಶ್ವರ ದೇವಸ್ಥಾನವನ್ನು ಸಂಪರ್ಕಿಸಬಹುದು.: [489, 1029, 924, 1088]
story-photo-leaders: [170, 172, 465, 368]
paragraph: ಪಕ್ಷದಲ್ಲಿದ್ದರೂ ಪಕ್ಷದ ಚಟುವಟಿಕೆಗಳಿಂದ ಅಂತರ ಕಾಯ್ದುಕೊಂಡಿದ್ದ ಮಾಜಿ ಸಚಿವ ಜಿ.ಟಿ. ದೇವೇಗೌಡ ಅವರಿಗೆ ಕೊಕ್ ನೀಡಿ ನೂತನ ಕೋರ್ ಕಮಿಟಿ ಅಧ್ಯಕ್ಷರಾಗಿ ಮಾಜಿ ಉಪಸಭಾಧ್ಯಕ್ಷ ಕೃಷ್ಣಾರೆಡ್ಡಿ ಅವರನ್ನು ನೇಮಕ ಮಾಡಿ ಜೆಡಿಎಸ್ ರಾಜ್ಯಾಧ್ಯಕ್ಷ, ಕೇಂದ್ರ ಸಚಿವ ಎಚ್.ಡಿ. ಕುಮಾರಸ್ವಾಮಿ ಆದೇಶ ಹೊರಡಿಸಿದ್ದಾರೆ.: [22, 184, 162, 239]
govt-label: ಕರ್ನಾಟಕ ಸರಕಾರ: [688, 829, 725, 837]
paragraph: ನೀತಿ ನಿರೂಪಣಾ ಸಮಿತಿ ಅಧ್ಯಕ್ಷ: ಮಾಜಿ ಸಚಿವರಾದ ಡಿ. ನಾಗರಾಜಯ್ಯ ಅವರನ್ನು ನೀತಿ ನಿರೂಪಣಾ ಸಮಿತಿ ಅಧ್ಯಕ್ಷರನ್ನಾಗಿ ನೇಮಕ ಮಾಡಲಾಗಿದೆ. ಮಾಜಿ ಸಂಸದ ಕುಪೇಂದ್ರರೆಡ್ಡಿ, ಶಾಸಕ ಜಿ.ಕೆ. ವೆಂಕಟಶಿವಾರೆಡ್ಡಿ ಸದಸ್ಯರಾಗಿದ್ದಾರೆ.: [318, 419, 466, 463]
citation-ad: [478, 117, 700, 452]
department-name: ಹಿಂದೂ ಧಾರ್ಮಿಕ ಸಂಸ್ಥೆಗಳು ಮತ್ತು ಧರ್ಮಾದಾಯ ದತ್ತಿ ಇಲಾಖೆ ಕಾರ್ಯನಿರ್ವಾಹಕ ಕಾರ್ಯಾಲಯ: [557, 839, 856, 850]
notice-body: [257, 1182, 461, 1369]
company-name: SHILPA MEDICARE LIMITED: [654, 413, 844, 429]
paragraph: ಬೆಳೆಗೆ ಒಂದಷ್ಟು ಗಂಟೆಯೊಳಗೆ ಸುತ್ತಮುತ್ತಲಿನ ಹಲವಾರು ಗ್ರಾಮಗಳಿಂದ ಹಾಗೂ ಕಬ್ಬು ಕಟ್ಟುವವರೆಗೂ ಹಿಡಿದುಕೊಂಡು ಎತ್ತಿನಗಾಡಿ ಮತ್ತು ಟ್ರಾಕ್ಟರ್‌ಗಳ ಮೂಲಕ ರೈತರು ಪಟ್ಟಣಕ್ಕೆ ಜಮಾಯಿಸಿದರು. ಪ್ರತಿಭಟನಾಕಾರರು ರಸ್ತೆಯಲ್ಲಿ ಟೈರ್‌ಗೆ ಬೆಂಕಿ ಹಚ್ಚಿ ಆಕ್ರೋಶ ವ್ಯಕ್ತಪಡಿಸಿದರು. ಅಂಗಡಿ ಮುಂಗಟ್ಟುಗಳು ಸ್ವಯಂಪ್ರೇರಿತವಾಗಿ ಬಂದ್ ಆಗಿದ್ದವು. ರೈತ ಹೋರಾಟಗಾರರಾದ ಶ್ರೀಮಂತ ಬಿರಾದಾರ, ಚಂದ್ರಶೇಖರ ಕರಜಗಿ, ರಮೇಶ ಪಾಟೀಲ ಸೇರಿದಂತೆ ಹಲವರು ಭಾಗವಹಿಸಿದ್ದರು. ಬಂದ್ ನ ಸಂದರ್ಭದಲ್ಲಿ ಯಾವುದೇ ಅಹಿತಕರ ಘಟನೆ ನಡೆಯದಂತೆ ಪೊಲೀಸ್ ಬಿಗಿ ಬಂದೋಬಸ್ತ್ ಏರ್ಪಡಿಸಲಾಗಿತ್ತು.: [245, 995, 467, 1061]
city: ಬೀದರ: [576, 90, 593, 99]
issue-date: [54, 72, 135, 102]
cities-row-1: •ಬೆಂಗಳೂರು •ಬೆಂಗಳೂರು ಗ್ರಾಮಾಂತರ •ಚಿಕ್ಕಬಳ್ಳಾಪುರ •ಮೈಸೂರು: [391, 74, 583, 84]
